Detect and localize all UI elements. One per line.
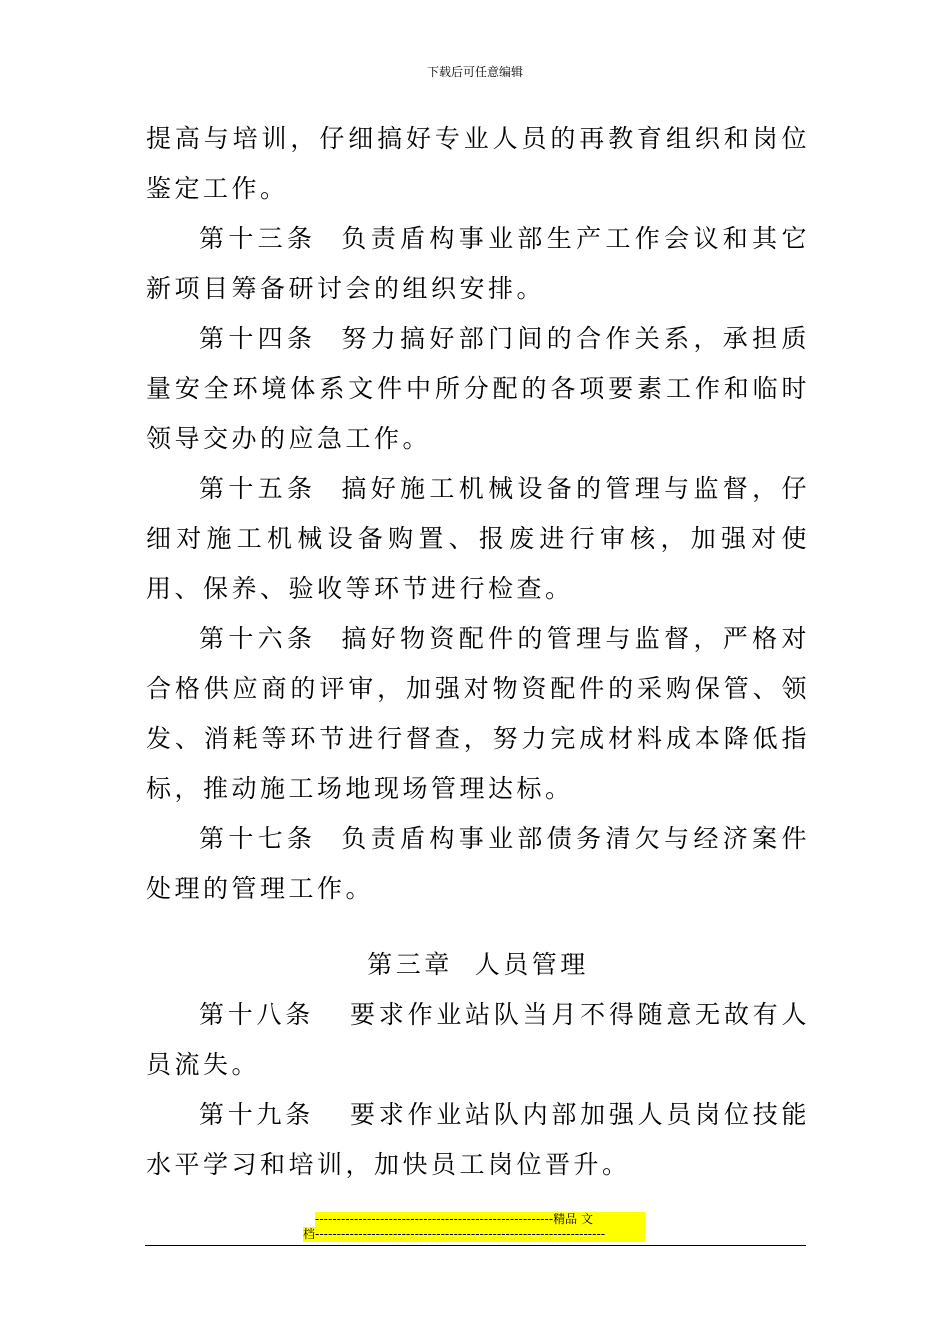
chapter-title: 人员管理 xyxy=(474,950,589,979)
article-number: 第十九条 xyxy=(199,1100,315,1129)
intro-paragraph: 提高与培训，仔细搞好专业人员的再教育组织和岗位鉴定工作。 xyxy=(146,124,810,203)
article-16 xyxy=(146,614,810,814)
article-text: 要求作业站队内部加强人员岗位技能水平学习和培训，加快员工岗位晋升。 xyxy=(146,1100,810,1179)
article-text: 负责盾构事业部债务清欠与经济案件处理的管理工作。 xyxy=(146,824,810,903)
article-number: 第十七条 xyxy=(199,824,317,853)
article-14 xyxy=(146,314,810,464)
article-text: 搞好施工机械设备的管理与监督，仔细对施工机械设备购置、报废进行审核，加强对使用、保养、验收等环节进行检查。 xyxy=(146,474,810,603)
chapter-number: 第三章 xyxy=(367,950,453,979)
article-18 xyxy=(146,990,810,1090)
article-text: 努力搞好部门间的合作关系，承担质量安全环境体系文件中所分配的各项要素工作和临时领导交办的应急工作。 xyxy=(146,324,810,453)
footer-watermark xyxy=(303,1212,645,1242)
article-text: 要求作业站队当月不得随意无故有人员流失。 xyxy=(146,1000,810,1079)
article-19 xyxy=(146,1090,810,1190)
document-body xyxy=(146,114,810,1190)
footer-divider xyxy=(145,1245,806,1246)
footer-line-1: -------------------------------------------------------精品 文 xyxy=(315,1212,645,1227)
article-13 xyxy=(146,214,810,314)
article-17 xyxy=(146,814,810,914)
chapter-heading xyxy=(146,914,810,990)
article-text: 搞好物资配件的管理与监督，严格对合格供应商的评审，加强对物资配件的采购保管、领发、消耗等环节进行督查，努力完成材料成本降低指标，推动施工场地现场管理达标。 xyxy=(146,624,810,803)
article-number: 第十六条 xyxy=(199,624,317,653)
article-text: 负责盾构事业部生产工作会议和其它新项目筹备研讨会的组织安排。 xyxy=(146,224,810,303)
article-number: 第十三条 xyxy=(199,224,317,253)
article-15 xyxy=(146,464,810,614)
article-number: 第十四条 xyxy=(199,324,317,353)
article-number: 第十五条 xyxy=(199,474,317,503)
article-number: 第十八条 xyxy=(199,1000,315,1029)
footer-line-2: 档------------------------------------------------------------------- xyxy=(303,1227,645,1242)
page-header-note: 下载后可任意编辑 xyxy=(426,65,523,79)
